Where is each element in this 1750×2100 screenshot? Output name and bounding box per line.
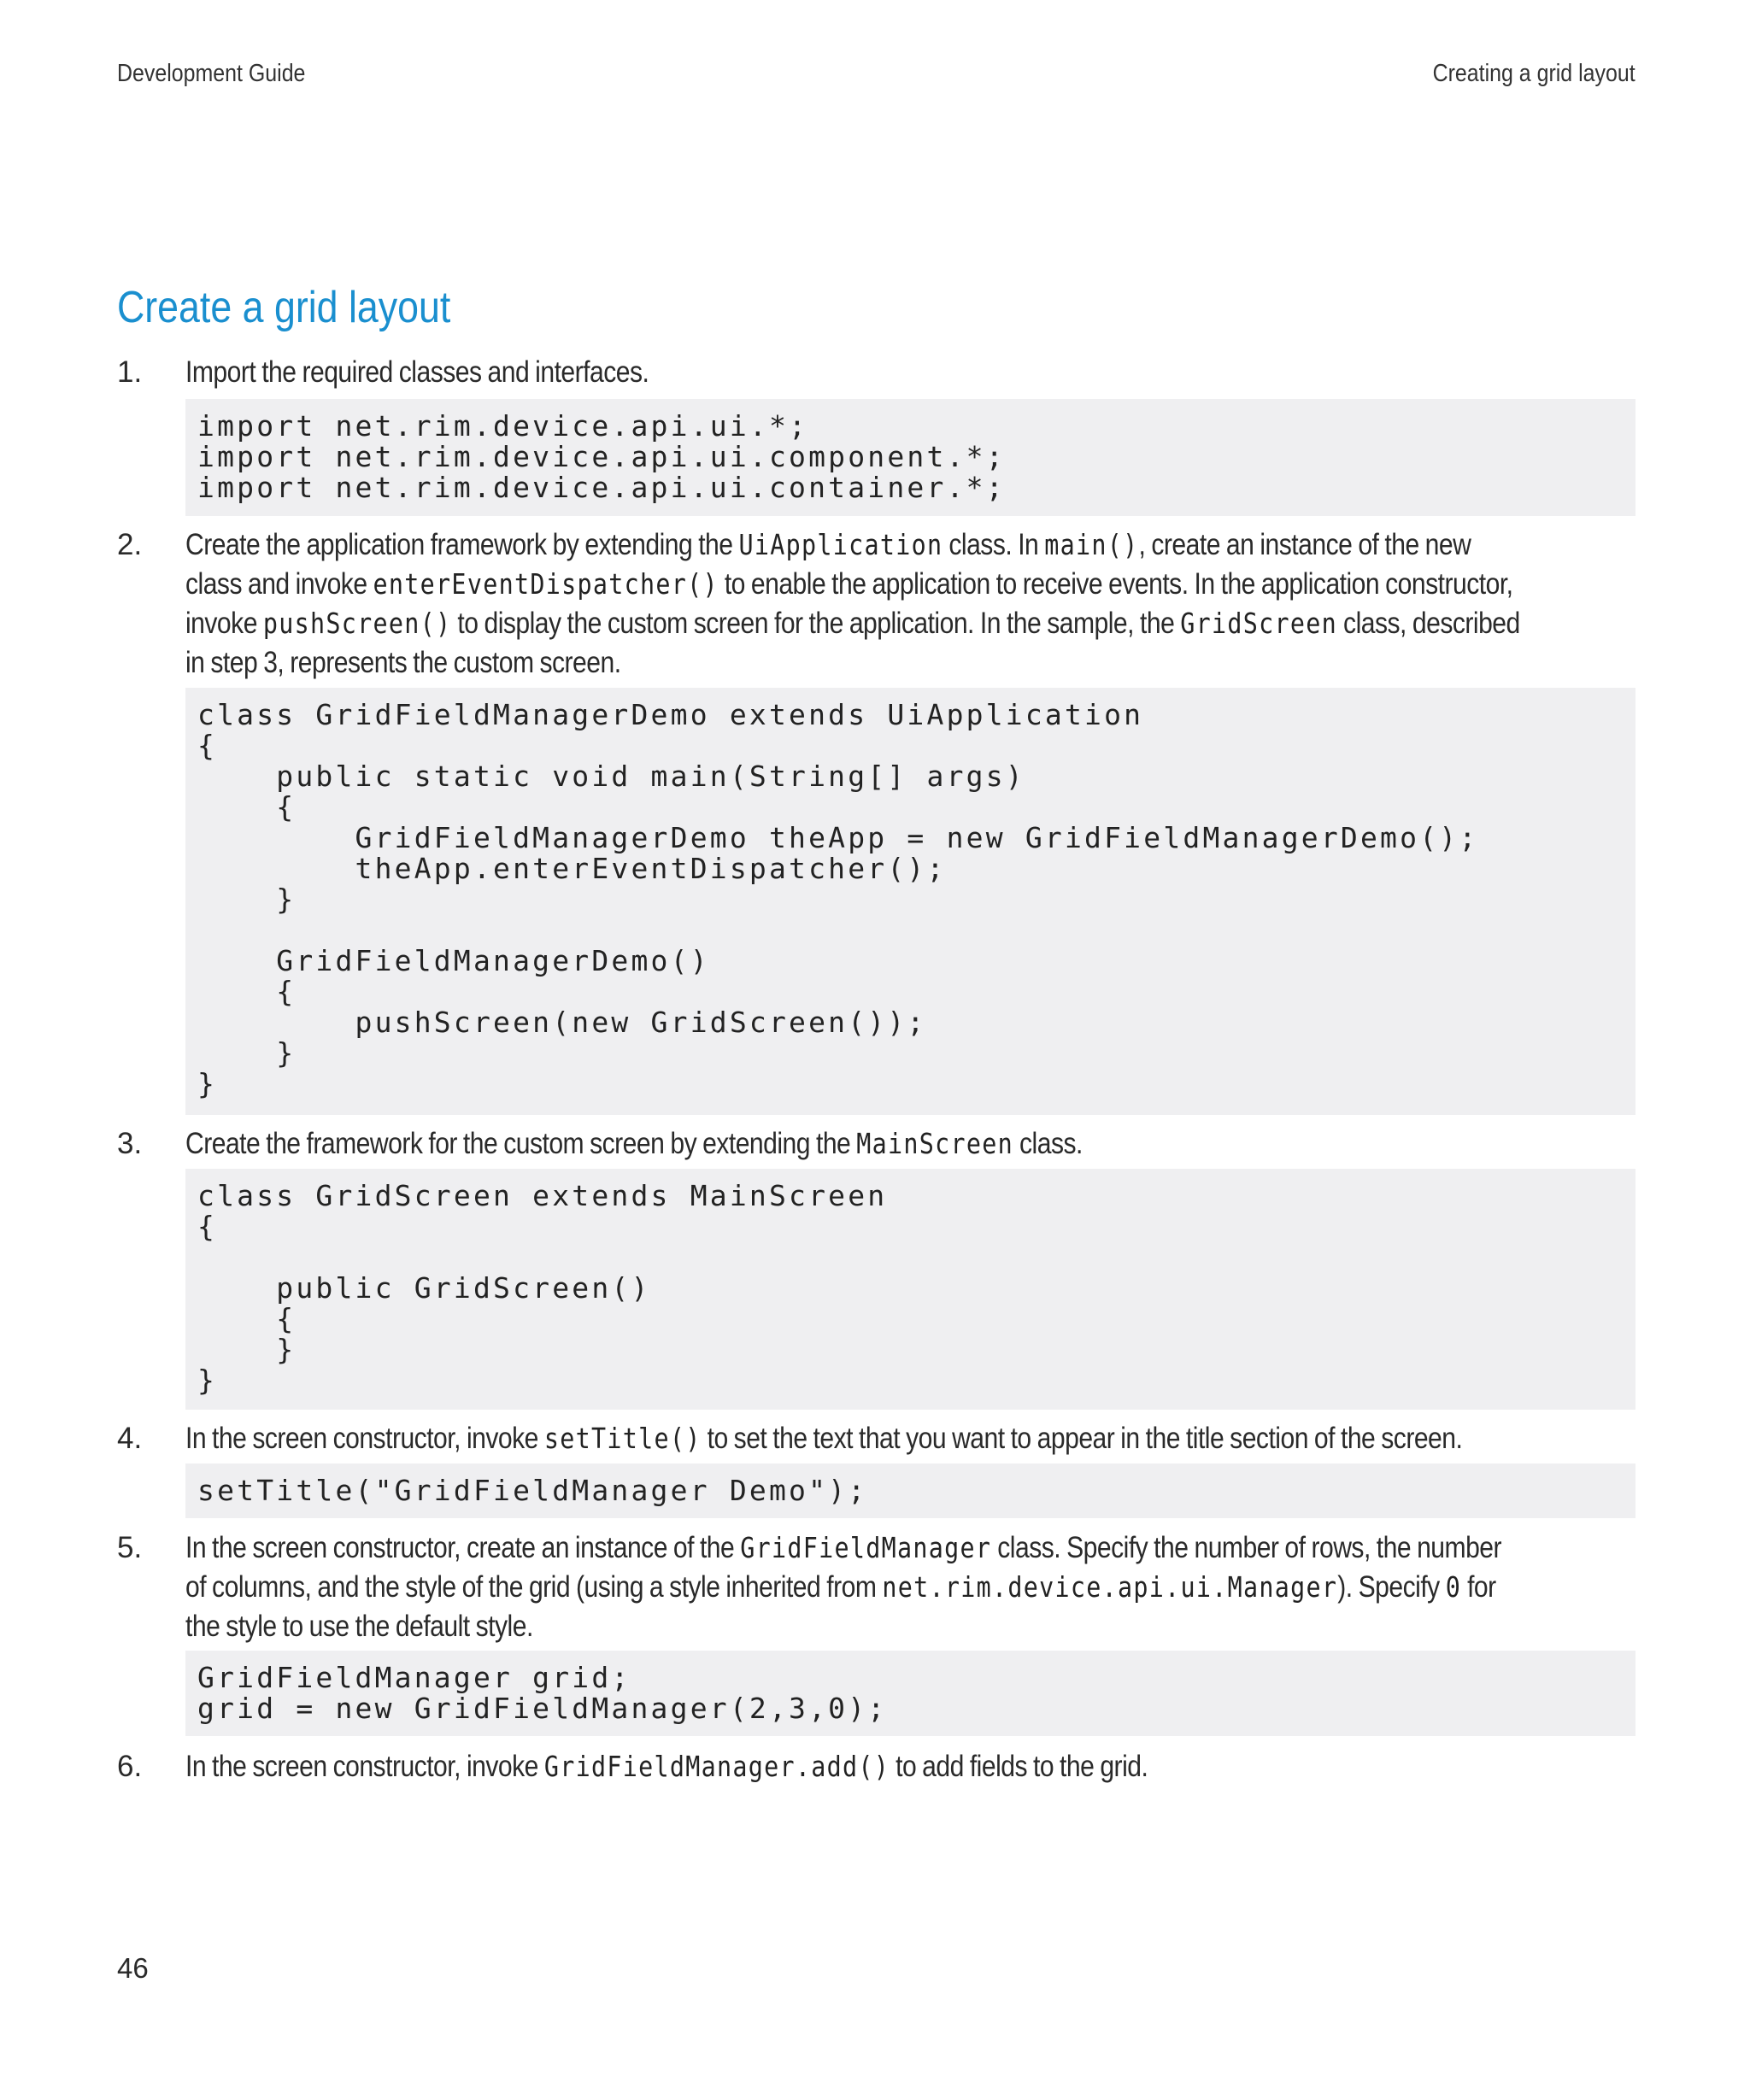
step-number: 5. bbox=[117, 1531, 143, 1564]
step-number: 2. bbox=[117, 528, 143, 561]
step-number: 6. bbox=[117, 1750, 143, 1783]
code-listing: import net.rim.device.api.ui.*; import net.rim.device.api.ui.component.*; import net.rim.device.api.ui.container.*; bbox=[197, 409, 1006, 504]
step-text: In the screen constructor, create an instance of the GridFieldManager class. Specify the number of rows, the number of columns, and the style of the grid (using a style inherited from net.rim.device.api.ui.Manager). Specify 0 for the style to use the default style. bbox=[185, 1531, 1502, 1643]
code-block-gridfieldmanager bbox=[185, 1651, 1635, 1736]
step-text: Create the framework for the custom screen by extending the MainScreen class. bbox=[185, 1127, 1083, 1160]
inline-code: MainScreen bbox=[856, 1127, 1014, 1160]
inline-code: enterEventDispatcher() bbox=[373, 567, 719, 601]
section-title: Create a grid layout bbox=[117, 283, 451, 332]
step-number: 3. bbox=[117, 1127, 143, 1160]
code-block-application bbox=[185, 688, 1635, 1115]
inline-code: UiApplication bbox=[738, 528, 943, 561]
code-listing: GridFieldManager grid; grid = new GridFieldManager(2,3,0); bbox=[197, 1661, 888, 1725]
inline-code: setTitle() bbox=[543, 1422, 702, 1455]
inline-code: net.rim.device.api.ui.Manager bbox=[882, 1570, 1338, 1604]
inline-code: pushScreen() bbox=[262, 607, 452, 640]
code-block-settitle bbox=[185, 1464, 1635, 1518]
step-text: In the screen constructor, invoke GridFieldManager.add() to add fields to the grid. bbox=[185, 1750, 1148, 1783]
inline-code: GridFieldManager.add() bbox=[543, 1750, 890, 1783]
step-text: In the screen constructor, invoke setTitle() to set the text that you want to appear in the title section of the screen. bbox=[185, 1422, 1463, 1455]
step-number: 1. bbox=[117, 355, 143, 389]
step-number: 4. bbox=[117, 1422, 143, 1455]
running-header-left: Development Guide bbox=[117, 60, 306, 87]
code-listing: class GridScreen extends MainScreen { public GridScreen() { } } bbox=[197, 1179, 888, 1397]
code-listing: class GridFieldManagerDemo extends UiApplication { public static void main(String[] args) { GridFieldManagerDemo theApp = new GridFieldManagerDemo(); theApp.enterEventDispatcher(); } GridFieldManagerDemo() { pushScreen(new GridScreen()); } } bbox=[197, 698, 1479, 1100]
code-block-imports bbox=[185, 399, 1635, 516]
inline-code: GridFieldManager bbox=[740, 1531, 992, 1564]
code-listing: setTitle("GridFieldManager Demo"); bbox=[197, 1474, 868, 1507]
inline-code: GridScreen bbox=[1180, 607, 1338, 640]
page-number: 46 bbox=[117, 1952, 149, 1984]
step-text: Import the required classes and interfaces. bbox=[185, 355, 649, 389]
inline-code: 0 bbox=[1445, 1570, 1462, 1604]
running-header-right: Creating a grid layout bbox=[1432, 60, 1635, 87]
inline-code: main() bbox=[1044, 528, 1139, 561]
step-text: Create the application framework by extending the UiApplication class. In main(), create an instance of the new class and invoke enterEventDispatcher() to enable the application to receive events. In the application constructor, invoke pushScreen() to display the custom screen for the application. In the sample, the GridScreen class, described in step 3, represents the custom screen. bbox=[185, 528, 1520, 679]
code-block-screen bbox=[185, 1169, 1635, 1410]
